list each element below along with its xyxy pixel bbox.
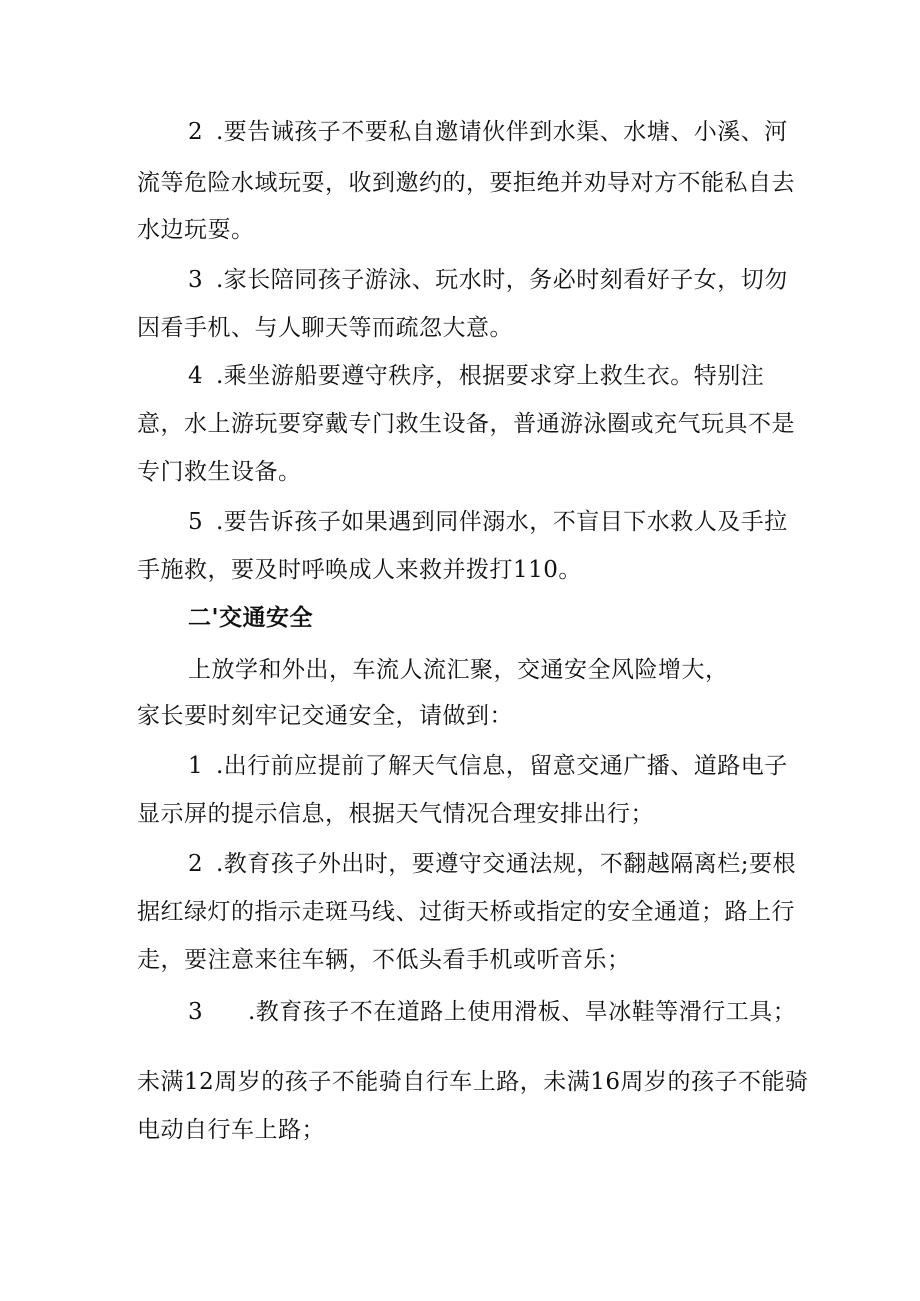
traffic-item-2-line-2: 据红绿灯的指示走斑马线、过街天桥或指定的安全通道；路上行 [137, 899, 795, 925]
water-item-5-number: 5 [188, 509, 204, 535]
traffic-item-2-line-1: 2 .教育孩子外出时，要遵守交通法规，不翻越隔离栏;要根 [188, 851, 797, 877]
water-item-3-number: 3 [188, 267, 204, 293]
traffic-item-3-line-3: 电动自行车上路； [137, 1117, 325, 1143]
traffic-item-1-line-2: 显示屏的提示信息，根据天气情况合理安排出行； [137, 801, 654, 827]
water-item-2-line-2: 流等危险水域玩耍，收到邀约的，要拒绝并劝导对方不能私自去 [137, 170, 795, 196]
traffic-intro-line-2: 家长要时刻牢记交通安全，请做到： [137, 703, 513, 729]
traffic-intro-line-1: 上放学和外出，车流人流汇聚，交通安全风险增大， [188, 657, 729, 683]
traffic-item-3-line-1: 3 .教育孩子不在道路上使用滑板、旱冰鞋等滑行工具； [188, 999, 797, 1025]
water-item-2-line-1: 2 .要告诫孩子不要私自邀请伙伴到水渠、水塘、小溪、河 [188, 119, 788, 145]
section-heading-traffic: 二'交通安全 [188, 605, 314, 631]
traffic-item-3-line-2: 未满12周岁的孩子不能骑自行车上路，未满16周岁的孩子不能骑 [137, 1069, 809, 1095]
water-item-2-line-3: 水边玩耍。 [137, 217, 255, 243]
water-item-4-line-3: 专门救生设备。 [137, 459, 302, 485]
traffic-item-3-number: 3 [188, 999, 204, 1025]
water-item-4-number: 4 [188, 363, 204, 389]
water-item-5-line-2: 手施救，要及时呼唤成人来救并拨打110。 [137, 557, 582, 583]
water-item-3-line-2: 因看手机、与人聊天等而疏忽大意。 [137, 315, 513, 341]
water-item-2-number: 2 [188, 119, 204, 145]
water-item-4-line-2: 意，水上游玩要穿戴专门救生设备，普通游泳圈或充气玩具不是 [137, 411, 795, 437]
traffic-item-2-number: 2 [188, 851, 204, 877]
water-item-3-line-1: 3 .家长陪同孩子游泳、玩水时，务必时刻看好子女，切勿 [188, 267, 788, 293]
traffic-item-1-number: 1 [188, 753, 204, 779]
water-item-4-line-1: 4 .乘坐游船要遵守秩序，根据要求穿上救生衣。特别注 [188, 363, 765, 389]
water-item-5-line-1: 5 .要告诉孩子如果遇到同伴溺水，不盲目下水救人及手拉 [188, 509, 788, 535]
traffic-item-2-line-3: 走，要注意来往车辆，不低头看手机或听音乐； [137, 947, 631, 973]
traffic-item-1-line-1: 1 .出行前应提前了解天气信息，留意交通广播、道路电子 [188, 753, 788, 779]
